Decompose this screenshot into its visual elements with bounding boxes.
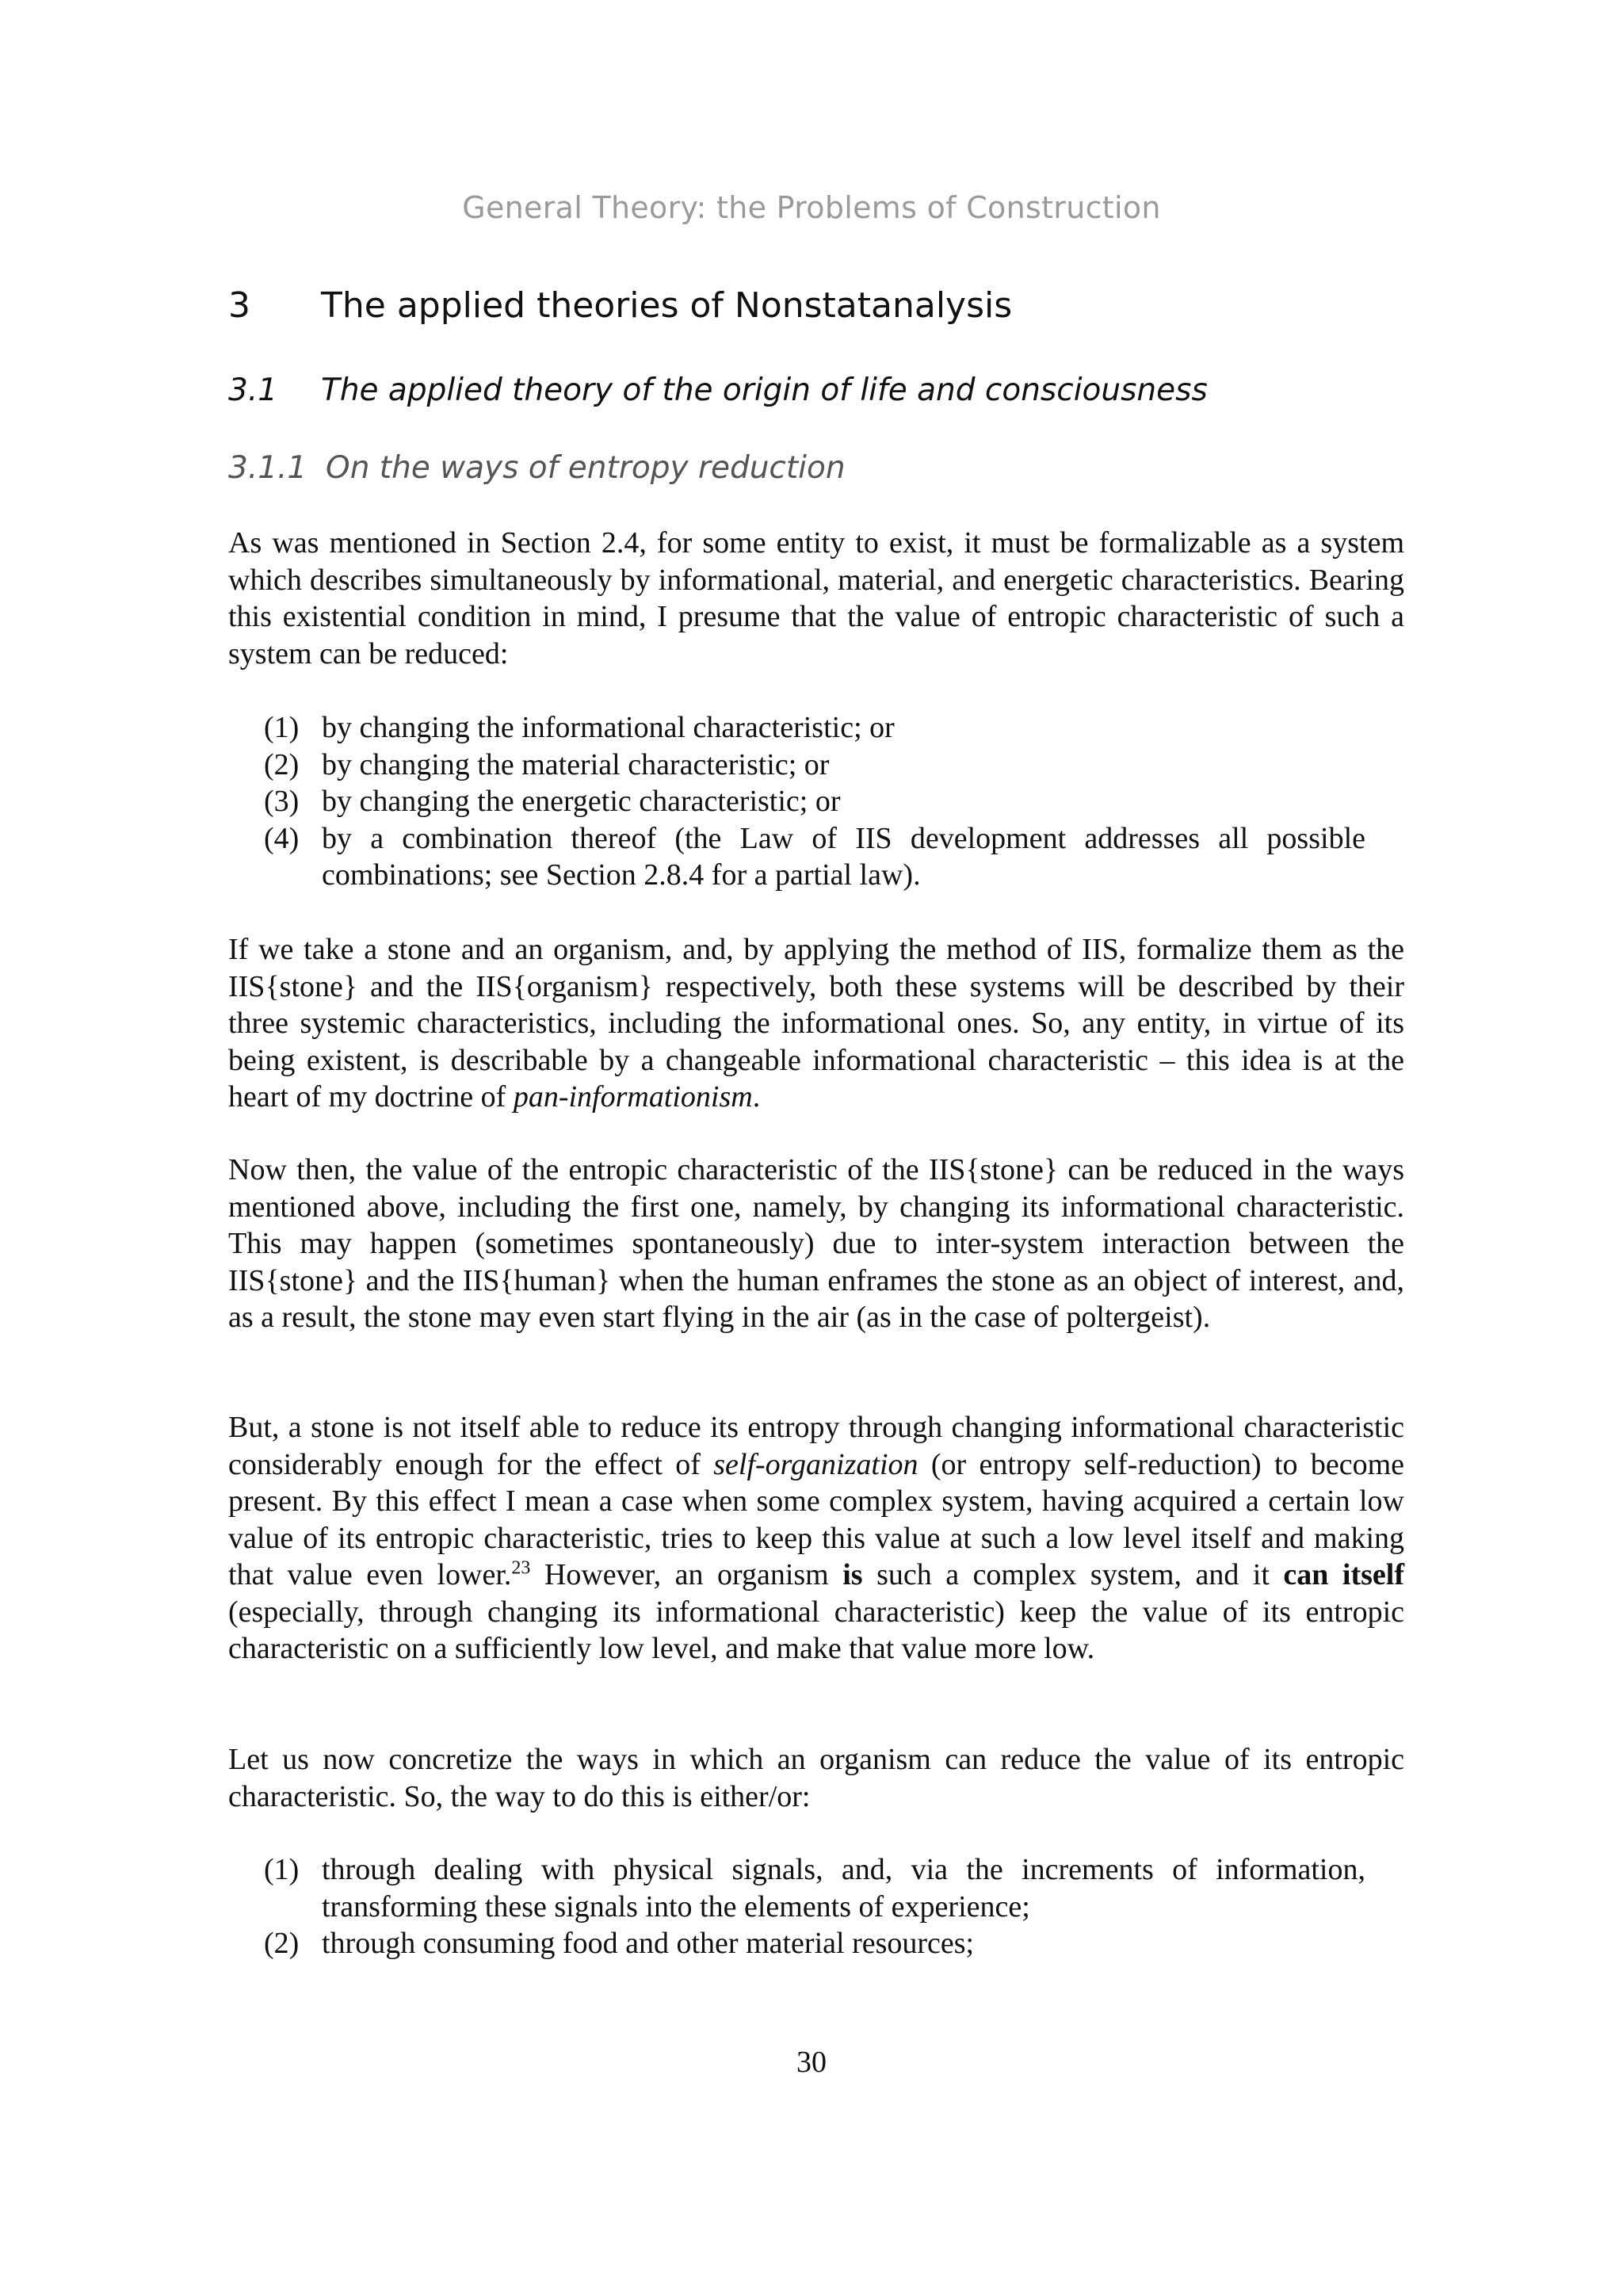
list-item <box>264 747 1365 784</box>
section-title: The applied theories of Nonstatanalysis <box>321 285 1013 326</box>
list-item-text: through consuming food and other material resources; <box>322 1927 975 1960</box>
list-item <box>264 783 1365 820</box>
list-item-text: by a combination thereof (the Law of IIS development addresses all possible combinations; see Section 2.8.4 for a partial law). <box>322 821 1365 892</box>
running-header: General Theory: the Problems of Construction <box>462 190 1161 225</box>
list-item <box>264 820 1365 894</box>
subsubsection-number: 3.1.1 <box>228 450 307 486</box>
paragraph-5: Let us now concretize the ways in which an organism can reduce the value of its entropic characteristic. So, the way to do this is either/or: <box>228 1743 1404 1813</box>
list-marker: (1) <box>264 1853 300 1886</box>
list-marker: (1) <box>264 711 300 744</box>
list-entropy-reduction <box>264 709 1365 894</box>
bold-can-itself: can itself <box>1283 1558 1404 1591</box>
paragraph-3: Now then, the value of the entropic characteristic of the IIS{stone} can be reduced in the ways mentioned above, including the first one, namely, by changing its informational characteristic. This may happen (sometimes spontaneously) due to inter-system interaction between the IIS{stone} and the IIS{human} when the human enframes the stone as an object of interest, and, as a result, the stone may even start flying in the air (as in the case of poltergeist). <box>228 1153 1404 1334</box>
list-marker: (2) <box>264 747 300 781</box>
emphasis-self-organization: self-organization <box>713 1447 918 1481</box>
paragraph-4-text: But, a stone is not itself able to reduce its entropy through changing informational characteristic considerably enough for the effect of <box>228 1411 1404 1481</box>
page-number: 30 <box>796 2046 827 2079</box>
list-item <box>264 1925 1365 1962</box>
list-marker: (4) <box>264 821 300 855</box>
list-item <box>264 1851 1365 1925</box>
list-item-text: by changing the informational characteristic; or <box>322 711 895 744</box>
paragraph-1: As was mentioned in Section 2.4, for some entity to exist, it must be formalizable as a system which describes simultaneously by informational, material, and energetic characteristics. Bearing this existential condition in mind, I presume that the value of entropic characteristic of such a system can be reduced: <box>228 526 1404 670</box>
paragraph-2 <box>228 931 1404 1116</box>
footnote-reference[interactable]: 23 <box>511 1557 531 1579</box>
section-heading <box>228 285 1417 326</box>
list-item <box>264 709 1365 747</box>
subsubsection-heading <box>228 450 1417 486</box>
list-organism-ways <box>264 1851 1365 1962</box>
paragraph-2-end: . <box>752 1080 761 1114</box>
list-item-text: by changing the energetic characteristic; or <box>322 785 841 818</box>
subsection-heading <box>228 372 1417 408</box>
list-marker: (3) <box>264 785 300 818</box>
paragraph-4-text: However, an organism <box>530 1558 843 1591</box>
paragraph-4-text: (or entropy self-reduction) to become present. By this effect I mean a case when some complex system, having acquired a certain low value of its entropic characteristic, tries to keep this value at such a low level itself and making that value even lower. <box>228 1447 1405 1591</box>
paragraph-2-text: If we take a stone and an organism, and, by applying the method of IIS, formalize them as the IIS{stone} and the IIS{organism} respectively, both these systems will be described by their three systemic characteristics, including the informational ones. So, any entity, in virtue of its being existent, is describable by a changeable informational characteristic – this idea is at the heart of my doctrine of <box>228 933 1404 1114</box>
subsection-number: 3.1 <box>228 372 278 408</box>
paragraph-4-text: such a complex system, and it <box>862 1558 1284 1591</box>
paragraph-4 <box>228 1409 1404 1668</box>
bold-is: is <box>842 1558 863 1591</box>
section-number: 3 <box>228 285 250 326</box>
subsubsection-title: On the ways of entropy reduction <box>326 450 846 486</box>
list-item-text: through dealing with physical signals, and, via the increments of information, transforming these signals into the elements of experience; <box>322 1853 1365 1924</box>
list-marker: (2) <box>264 1927 300 1960</box>
emphasis-pan-informationism: pan-informationism <box>513 1080 753 1114</box>
list-item-text: by changing the material characteristic; or <box>322 747 830 781</box>
subsection-title: The applied theory of the origin of life and consciousness <box>321 372 1208 408</box>
paragraph-4-text: (especially, through changing its informational characteristic) keep the value of its entropic characteristic on a sufficiently low level, and make that value more low. <box>228 1595 1404 1665</box>
